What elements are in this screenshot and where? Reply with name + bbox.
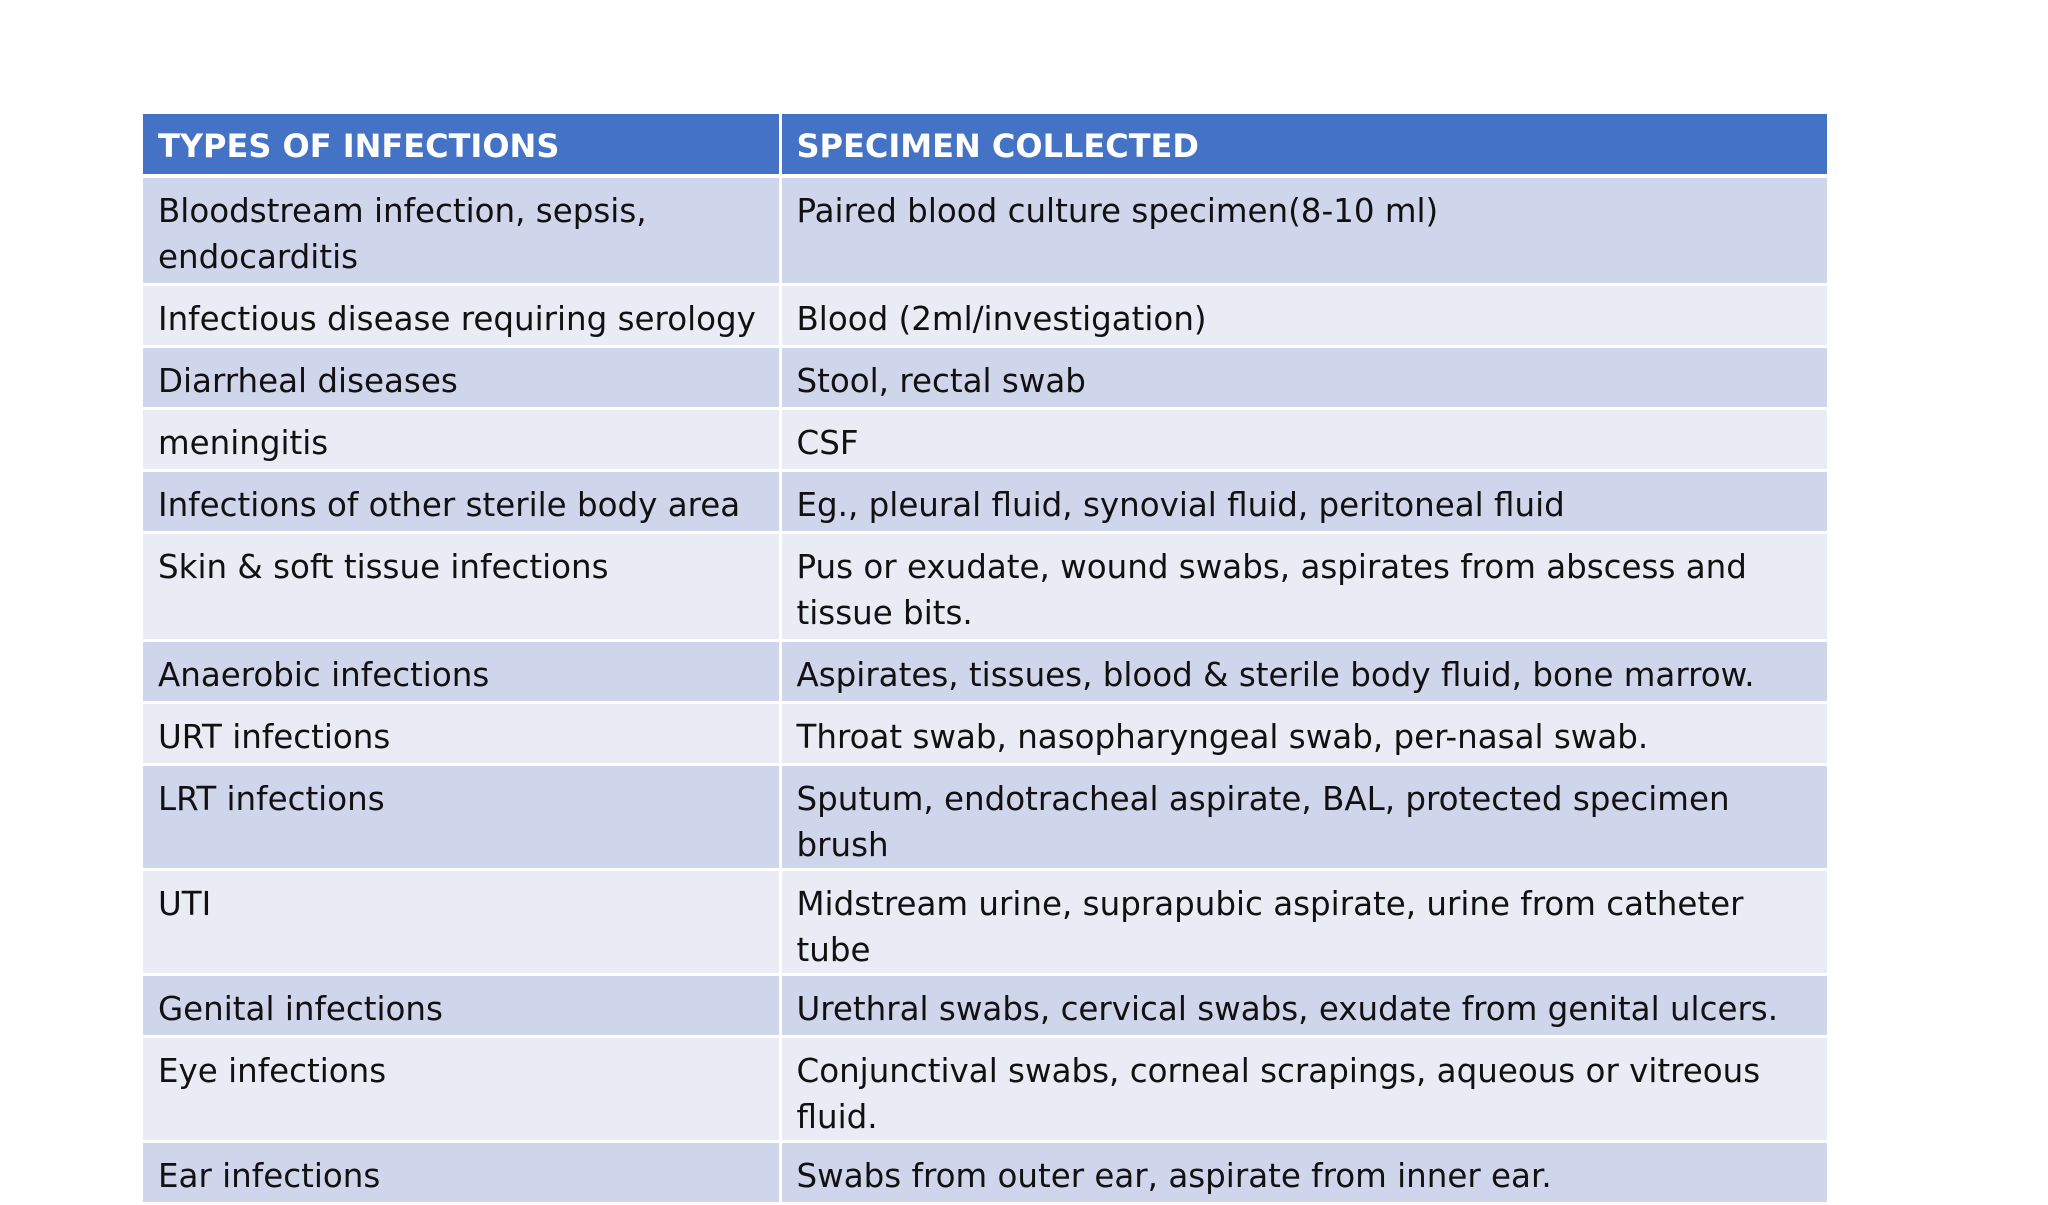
table-row [143,702,1827,764]
infection-type-cell: LRT infections [143,764,780,869]
header-types-of-infections: TYPES OF INFECTIONS [143,114,780,176]
specimen-cell: Blood (2ml/investigation) [780,284,1827,346]
table-row [143,1141,1827,1203]
table-row [143,470,1827,532]
infection-type-cell: Bloodstream infection, sepsis, endocarditis [143,176,780,284]
infection-type-cell: URT infections [143,702,780,764]
infection-type-cell: Genital infections [143,974,780,1036]
specimen-cell: Paired blood culture specimen(8-10 ml) [780,176,1827,284]
table-row [143,346,1827,408]
table-row [143,764,1827,869]
infection-type-cell: meningitis [143,408,780,470]
table-row [143,408,1827,470]
infection-type-cell: UTI [143,869,780,974]
infection-specimen-table [143,114,1827,1205]
header-specimen-collected: SPECIMEN COLLECTED [780,114,1827,176]
specimen-cell: Eg., pleural fluid, synovial fluid, peritoneal fluid [780,470,1827,532]
infection-type-cell: Skin & soft tissue infections [143,532,780,640]
table-row [143,1036,1827,1141]
infection-type-cell: Infections of other sterile body area [143,470,780,532]
table-row [143,869,1827,974]
specimen-cell: Sputum, endotracheal aspirate, BAL, protected specimen brush [780,764,1827,869]
specimen-cell: Pus or exudate, wound swabs, aspirates from abscess and tissue bits. [780,532,1827,640]
table-row [143,284,1827,346]
specimen-cell: Stool, rectal swab [780,346,1827,408]
table-header-row [143,114,1827,176]
specimen-cell: Swabs from outer ear, aspirate from inner ear. [780,1141,1827,1203]
infection-type-cell: Diarrheal diseases [143,346,780,408]
infection-type-cell: Eye infections [143,1036,780,1141]
specimen-cell: CSF [780,408,1827,470]
infection-type-cell: Anaerobic infections [143,640,780,702]
table-row [143,532,1827,640]
specimen-cell: Throat swab, nasopharyngeal swab, per-nasal swab. [780,702,1827,764]
table-row [143,640,1827,702]
specimen-cell: Urethral swabs, cervical swabs, exudate from genital ulcers. [780,974,1827,1036]
specimen-cell: Conjunctival swabs, corneal scrapings, aqueous or vitreous fluid. [780,1036,1827,1141]
table-row [143,176,1827,284]
infection-type-cell: Ear infections [143,1141,780,1203]
specimen-cell: Midstream urine, suprapubic aspirate, urine from catheter tube [780,869,1827,974]
specimen-cell: Aspirates, tissues, blood & sterile body fluid, bone marrow. [780,640,1827,702]
table-row [143,974,1827,1036]
infection-type-cell: Infectious disease requiring serology [143,284,780,346]
